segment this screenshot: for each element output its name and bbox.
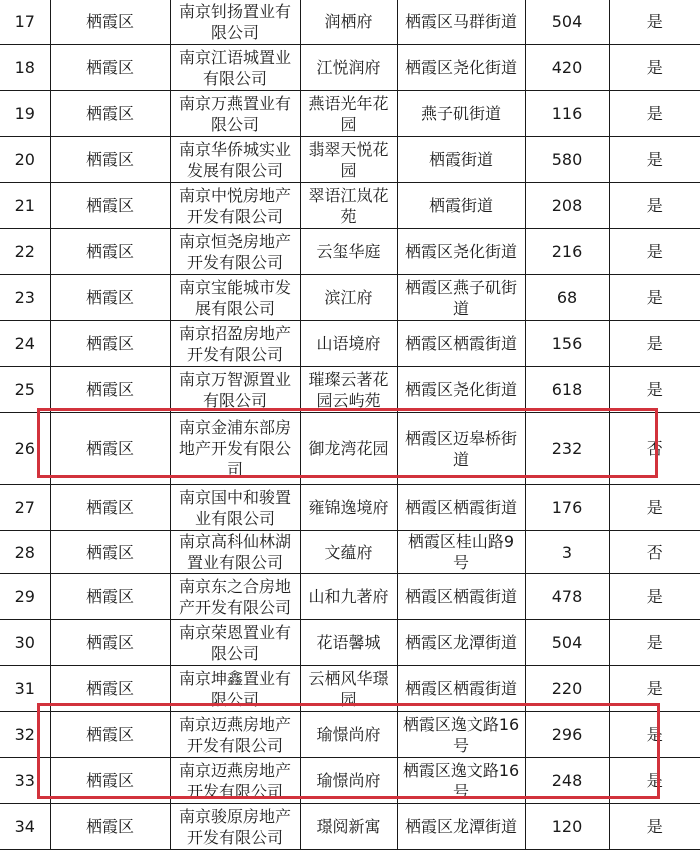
district-cell: 栖霞区: [50, 229, 170, 275]
developer-cell: 南京金浦东部房地产开发有限公司: [170, 413, 300, 485]
row-number: 20: [0, 137, 50, 183]
developer-cell: 南京高科仙林湖置业有限公司: [170, 531, 300, 574]
district-cell: 栖霞区: [50, 531, 170, 574]
units-cell: 68: [525, 275, 609, 321]
row-number: 32: [0, 712, 50, 758]
flag-cell: 是: [609, 137, 700, 183]
units-cell: 176: [525, 485, 609, 531]
project-name-cell: 文蕴府: [300, 531, 397, 574]
table-row: [0, 183, 700, 229]
developer-cell: 南京东之合房地产开发有限公司: [170, 574, 300, 620]
units-cell: 3: [525, 531, 609, 574]
developer-cell: 南京荣恩置业有限公司: [170, 620, 300, 666]
row-number: 31: [0, 666, 50, 712]
row-number: 34: [0, 804, 50, 850]
flag-cell: 是: [609, 367, 700, 413]
flag-cell: 是: [609, 183, 700, 229]
street-cell: 栖霞区栖霞街道: [397, 485, 525, 531]
table-row: [0, 485, 700, 531]
flag-cell: 是: [609, 485, 700, 531]
project-name-cell: 雍锦逸境府: [300, 485, 397, 531]
developer-cell: 南京钊扬置业有限公司: [170, 0, 300, 45]
district-cell: 栖霞区: [50, 367, 170, 413]
units-cell: 216: [525, 229, 609, 275]
table-row: [0, 367, 700, 413]
project-name-cell: 山语境府: [300, 321, 397, 367]
street-cell: 栖霞街道: [397, 183, 525, 229]
project-name-cell: 滨江府: [300, 275, 397, 321]
project-name-cell: 翠语江岚花苑: [300, 183, 397, 229]
flag-cell: 否: [609, 531, 700, 574]
table-row: [0, 137, 700, 183]
project-name-cell: 云玺华庭: [300, 229, 397, 275]
table-row: [0, 758, 700, 804]
row-number: 27: [0, 485, 50, 531]
project-name-cell: 瑜憬尚府: [300, 758, 397, 804]
units-cell: 504: [525, 620, 609, 666]
flag-cell: 是: [609, 229, 700, 275]
flag-cell: 是: [609, 712, 700, 758]
flag-cell: 是: [609, 666, 700, 712]
row-number: 19: [0, 91, 50, 137]
row-number: 33: [0, 758, 50, 804]
district-cell: 栖霞区: [50, 183, 170, 229]
developer-cell: 南京恒尧房地产开发有限公司: [170, 229, 300, 275]
street-cell: 栖霞区龙潭街道: [397, 804, 525, 850]
project-name-cell: 江悦润府: [300, 45, 397, 91]
units-cell: 156: [525, 321, 609, 367]
row-number: 30: [0, 620, 50, 666]
street-cell: 栖霞区尧化街道: [397, 229, 525, 275]
street-cell: 栖霞区栖霞街道: [397, 666, 525, 712]
units-cell: 580: [525, 137, 609, 183]
project-name-cell: 山和九著府: [300, 574, 397, 620]
district-cell: 栖霞区: [50, 275, 170, 321]
units-cell: 208: [525, 183, 609, 229]
flag-cell: 是: [609, 45, 700, 91]
street-cell: 栖霞区迈皋桥街道: [397, 413, 525, 485]
table-row: [0, 91, 700, 137]
row-number: 26: [0, 413, 50, 485]
units-cell: 232: [525, 413, 609, 485]
units-cell: 618: [525, 367, 609, 413]
district-cell: 栖霞区: [50, 620, 170, 666]
flag-cell: 是: [609, 0, 700, 45]
project-name-cell: 翡翠天悦花园: [300, 137, 397, 183]
table-row: [0, 321, 700, 367]
table-row: [0, 45, 700, 91]
district-cell: 栖霞区: [50, 321, 170, 367]
district-cell: 栖霞区: [50, 804, 170, 850]
developer-cell: 南京骏原房地产开发有限公司: [170, 804, 300, 850]
developer-cell: 南京坤鑫置业有限公司: [170, 666, 300, 712]
project-name-cell: 璀璨云著花园云屿苑: [300, 367, 397, 413]
row-number: 29: [0, 574, 50, 620]
units-cell: 248: [525, 758, 609, 804]
units-cell: 504: [525, 0, 609, 45]
project-name-cell: 御龙湾花园: [300, 413, 397, 485]
flag-cell: 是: [609, 321, 700, 367]
row-number: 23: [0, 275, 50, 321]
row-number: 18: [0, 45, 50, 91]
table-row: [0, 666, 700, 712]
district-cell: 栖霞区: [50, 91, 170, 137]
developer-cell: 南京江语城置业有限公司: [170, 45, 300, 91]
developer-cell: 南京万燕置业有限公司: [170, 91, 300, 137]
district-cell: 栖霞区: [50, 712, 170, 758]
table-row: [0, 712, 700, 758]
street-cell: 栖霞区尧化街道: [397, 367, 525, 413]
table-row: [0, 574, 700, 620]
table-row: [0, 531, 700, 574]
district-cell: 栖霞区: [50, 485, 170, 531]
row-number: 24: [0, 321, 50, 367]
district-cell: 栖霞区: [50, 666, 170, 712]
units-cell: 296: [525, 712, 609, 758]
street-cell: 栖霞街道: [397, 137, 525, 183]
units-cell: 120: [525, 804, 609, 850]
flag-cell: 是: [609, 620, 700, 666]
project-name-cell: 燕语光年花园: [300, 91, 397, 137]
district-cell: 栖霞区: [50, 413, 170, 485]
street-cell: 栖霞区逸文路16号: [397, 712, 525, 758]
developer-cell: 南京万智源置业有限公司: [170, 367, 300, 413]
project-name-cell: 瑜憬尚府: [300, 712, 397, 758]
street-cell: 栖霞区桂山路9号: [397, 531, 525, 574]
row-number: 21: [0, 183, 50, 229]
district-cell: 栖霞区: [50, 0, 170, 45]
project-name-cell: 云栖风华璟园: [300, 666, 397, 712]
flag-cell: 是: [609, 91, 700, 137]
units-cell: 116: [525, 91, 609, 137]
street-cell: 栖霞区栖霞街道: [397, 321, 525, 367]
district-cell: 栖霞区: [50, 758, 170, 804]
developer-cell: 南京国中和骏置业有限公司: [170, 485, 300, 531]
street-cell: 栖霞区龙潭街道: [397, 620, 525, 666]
district-cell: 栖霞区: [50, 45, 170, 91]
flag-cell: 否: [609, 413, 700, 485]
units-cell: 478: [525, 574, 609, 620]
developer-cell: 南京迈燕房地产开发有限公司: [170, 712, 300, 758]
district-cell: 栖霞区: [50, 137, 170, 183]
row-number: 22: [0, 229, 50, 275]
flag-cell: 是: [609, 574, 700, 620]
row-number: 17: [0, 0, 50, 45]
table-row: [0, 620, 700, 666]
row-number: 28: [0, 531, 50, 574]
street-cell: 栖霞区栖霞街道: [397, 574, 525, 620]
developer-cell: 南京华侨城实业发展有限公司: [170, 137, 300, 183]
project-name-cell: 润栖府: [300, 0, 397, 45]
project-name-cell: 璟阅新寓: [300, 804, 397, 850]
street-cell: 燕子矶街道: [397, 91, 525, 137]
street-cell: 栖霞区马群街道: [397, 0, 525, 45]
street-cell: 栖霞区逸文路16号: [397, 758, 525, 804]
street-cell: 栖霞区燕子矶街道: [397, 275, 525, 321]
flag-cell: 是: [609, 804, 700, 850]
developer-cell: 南京中悦房地产开发有限公司: [170, 183, 300, 229]
table-row: [0, 229, 700, 275]
developer-cell: 南京招盈房地产开发有限公司: [170, 321, 300, 367]
table-row: [0, 804, 700, 850]
district-cell: 栖霞区: [50, 574, 170, 620]
flag-cell: 是: [609, 275, 700, 321]
table-row: [0, 413, 700, 485]
developer-cell: 南京宝能城市发展有限公司: [170, 275, 300, 321]
units-cell: 420: [525, 45, 609, 91]
table-row: [0, 275, 700, 321]
flag-cell: 是: [609, 758, 700, 804]
developer-cell: 南京迈燕房地产开发有限公司: [170, 758, 300, 804]
row-number: 25: [0, 367, 50, 413]
units-cell: 220: [525, 666, 609, 712]
project-name-cell: 花语馨城: [300, 620, 397, 666]
street-cell: 栖霞区尧化街道: [397, 45, 525, 91]
table-row: [0, 0, 700, 45]
